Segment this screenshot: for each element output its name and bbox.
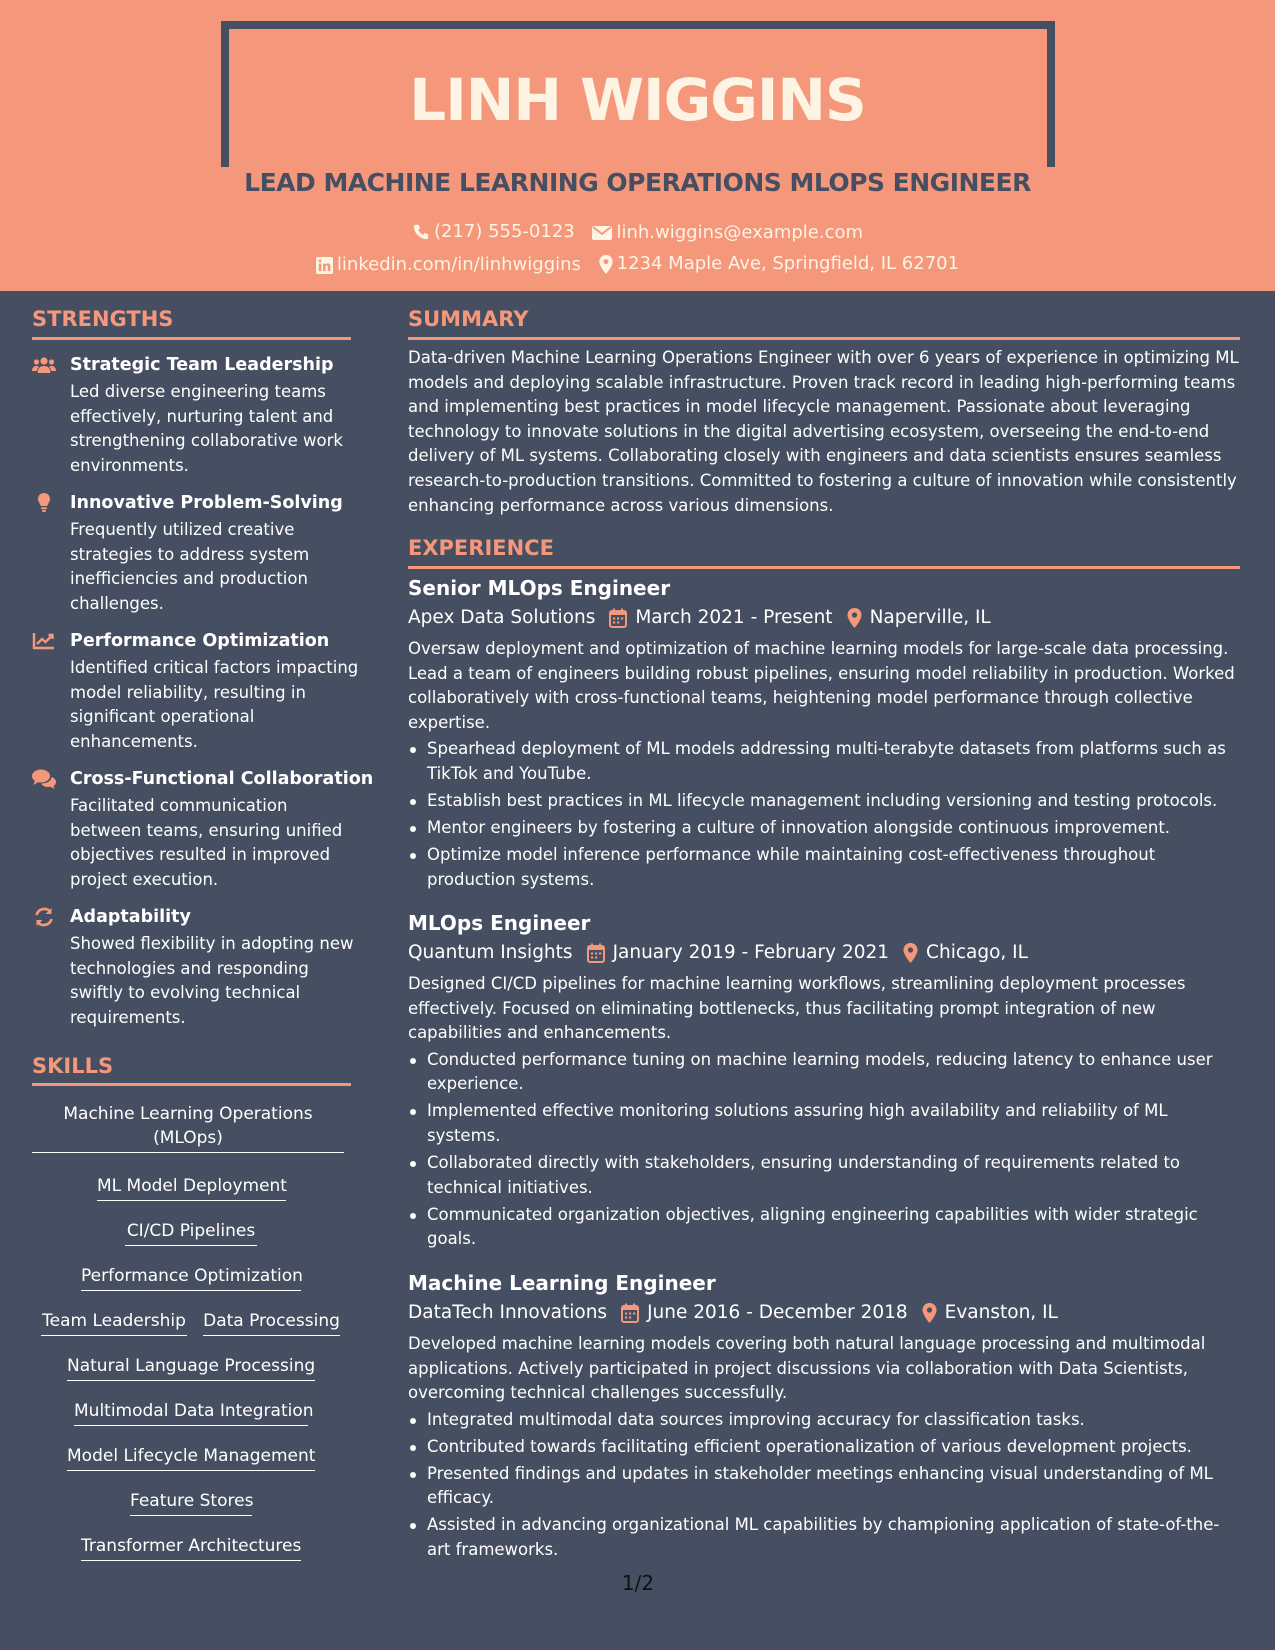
skill-tag: Feature Stores — [130, 1489, 252, 1516]
strength-desc: Frequently utilized creative strategies to address system inefficiencies and production challenges. — [70, 520, 310, 613]
experience-rule — [408, 566, 1240, 569]
job-bullet: Contributed towards facilitating efficient operationalization of various development projects. — [408, 1435, 1240, 1460]
strengths-heading: STRENGTHS — [32, 307, 174, 331]
job-bullet: Establish best practices in ML lifecycle management including versioning and testing protocols. — [408, 789, 1240, 814]
job-meta — [408, 605, 1240, 631]
envelope-icon — [592, 225, 612, 241]
job-bullets — [408, 737, 1240, 892]
email-contact[interactable] — [592, 221, 863, 245]
job-location: Evanston, IL — [944, 1302, 1058, 1323]
job-location: Chicago, IL — [926, 942, 1028, 963]
strength-desc: Showed flexibility in adopting new technologies and responding swiftly to evolving technical requirements. — [70, 934, 354, 1027]
job-meta — [408, 1300, 1240, 1326]
strength-title: Performance Optimization — [70, 631, 330, 651]
users-icon — [32, 355, 56, 375]
job-desc: Designed CI/CD pipelines for machine learning workflows, streamlining deployment processes effectively. Focused on eliminating bottlenecks, thus facilitating prompt integration of new capabilities and enhancements. — [408, 974, 1186, 1043]
strength-desc: Facilitated communication between teams, ensuring unified objectives resulted in improved project execution. — [70, 796, 343, 889]
job-bullets — [408, 1048, 1240, 1252]
skill-tag: CI/CD Pipelines — [125, 1219, 257, 1246]
job-entry — [408, 1269, 1240, 1565]
map-marker-icon — [847, 608, 862, 628]
sync-icon — [32, 907, 56, 927]
job-dates: June 2016 - December 2018 — [647, 1302, 908, 1323]
skill-tag: Team Leadership — [41, 1309, 187, 1336]
job-title: LEAD MACHINE LEARNING OPERATIONS MLOPS ENGINEER — [244, 168, 1031, 197]
skill-tag: Multimodal Data Integration — [74, 1399, 308, 1426]
linkedin-contact[interactable] — [316, 253, 581, 277]
job-bullet: Mentor engineers by fostering a culture of innovation alongside continuous improvement. — [408, 816, 1240, 841]
map-marker-icon — [903, 943, 918, 963]
job-title-text: MLOps Engineer — [408, 911, 591, 935]
strength-title: Cross-Functional Collaboration — [70, 769, 374, 789]
map-marker-icon — [922, 1303, 937, 1323]
calendar-icon — [609, 608, 627, 628]
job-desc: Developed machine learning models covering both natural language processing and multimodal applications. Actively participated in project discussions via collaboration with Data Scientists, overcoming technical challenges successfully. — [408, 1334, 1206, 1403]
skill-tag: Data Processing — [203, 1309, 340, 1336]
job-bullet: Collaborated directly with stakeholders, ensuring understanding of requirements related to technical initiatives. — [408, 1151, 1240, 1200]
job-title-text: Senior MLOps Engineer — [408, 576, 671, 600]
strength-desc: Identified critical factors impacting model reliability, resulting in significant operational enhancements. — [70, 658, 359, 751]
experience-heading: EXPERIENCE — [408, 536, 554, 560]
skill-tag: Transformer Architectures — [81, 1534, 301, 1561]
job-bullet: Optimize model inference performance while maintaining cost-effectiveness throughout production systems. — [408, 843, 1240, 892]
strength-title: Adaptability — [70, 907, 191, 927]
job-title-text: Machine Learning Engineer — [408, 1271, 716, 1295]
calendar-icon — [621, 1303, 639, 1323]
contact-line-2 — [0, 252, 1275, 281]
job-dates: January 2019 - February 2021 — [612, 942, 890, 963]
skills-heading: SKILLS — [32, 1054, 114, 1078]
job-bullet: Spearhead deployment of ML models addressing multi-terabyte datasets from platforms such as TikTok and YouTube. — [408, 737, 1240, 786]
page-number: 1/2 — [621, 1571, 655, 1595]
job-company: Quantum Insights — [408, 942, 573, 963]
job-bullet: Implemented effective monitoring solutions assuring high availability and reliability of ML systems. — [408, 1099, 1240, 1148]
map-marker-icon — [599, 255, 613, 274]
skill-tag: Model Lifecycle Management — [67, 1444, 315, 1471]
summary-heading: SUMMARY — [408, 307, 529, 331]
calendar-icon — [587, 943, 605, 963]
job-bullet: Integrated multimodal data sources improving accuracy for classification tasks. — [408, 1408, 1240, 1433]
contact-line-1 — [0, 220, 1275, 248]
strengths-rule — [32, 337, 351, 340]
resume-header — [0, 0, 1275, 291]
comments-icon — [32, 769, 56, 789]
strength-title: Innovative Problem-Solving — [70, 493, 343, 513]
lightbulb-icon — [32, 493, 56, 513]
phone-contact[interactable] — [412, 220, 575, 244]
job-desc: Oversaw deployment and optimization of machine learning models for large-scale data processing. Lead a team of engineers building robust pipelines, ensuring model reliability in production. Worked collaboratively with cross-functional teams, heightening model performance through collective expertise. — [408, 639, 1235, 732]
job-bullet: Communicated organization objectives, aligning engineering capabilities with wider strategic goals. — [408, 1203, 1240, 1252]
strength-title: Strategic Team Leadership — [70, 355, 334, 375]
phone-text: (217) 555-0123 — [433, 221, 575, 242]
job-location: Naperville, IL — [869, 607, 991, 628]
skill-tag: Machine Learning Operations (MLOps) — [32, 1102, 344, 1153]
job-company: DataTech Innovations — [408, 1302, 608, 1323]
job-bullets — [408, 1408, 1240, 1563]
skill-tag: Performance Optimization — [81, 1264, 301, 1291]
linkedin-icon — [316, 257, 333, 274]
summary-text: Data-driven Machine Learning Operations Engineer with over 6 years of experience in optimizing ML models and deploying scalable infrastructure. Proven track record in leading high-performing teams and implementing best practices in model lifecycle management. Passionate about leveraging technology to innovate solutions in the digital advertising ecosystem, overseeing the end-to-end delivery of ML systems. Collaborating closely with engineers and data scientists ensures seamless research-to-production transitions. Committed to fostering a culture of innovation while consistently enhancing performance across various dimensions. — [408, 348, 1239, 515]
linkedin-text: linkedin.com/in/linhwiggins — [336, 254, 581, 275]
job-entry — [408, 909, 1240, 1254]
candidate-name: LINH WIGGINS — [409, 66, 866, 134]
job-bullet: Conducted performance tuning on machine learning models, reducing latency to enhance user experience. — [408, 1048, 1240, 1097]
summary-rule — [408, 337, 1240, 340]
phone-icon — [412, 223, 430, 241]
job-bullet: Presented findings and updates in stakeholder meetings enhancing visual understanding of ML efficacy. — [408, 1462, 1240, 1511]
skill-tag: Natural Language Processing — [67, 1354, 315, 1381]
job-entry — [408, 574, 1240, 895]
skill-tag: ML Model Deployment — [97, 1174, 286, 1201]
email-text: linh.wiggins@example.com — [616, 222, 864, 243]
job-dates: March 2021 - Present — [635, 607, 833, 628]
address-contact — [599, 252, 959, 276]
job-company: Apex Data Solutions — [408, 607, 596, 628]
strength-desc: Led diverse engineering teams effectively, nurturing talent and strengthening collaborative work environments. — [70, 382, 343, 475]
address-text: 1234 Maple Ave, Springfield, IL 62701 — [616, 253, 960, 274]
chart-line-icon — [32, 631, 56, 651]
skills-rule — [32, 1083, 351, 1086]
job-meta — [408, 940, 1240, 966]
job-bullet: Assisted in advancing organizational ML capabilities by championing application of state-of-the-art frameworks. — [408, 1513, 1240, 1562]
